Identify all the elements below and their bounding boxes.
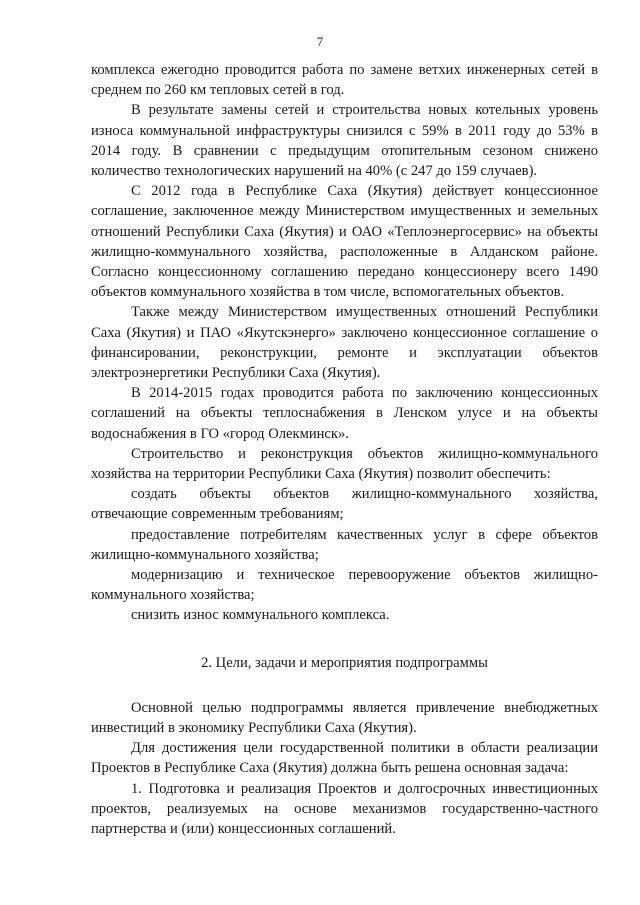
document-body — [91, 60, 598, 839]
paragraph-list-item-services: предоставление потребителям качественных услуг в сфере объектов жилищно-коммунального хозяйства; — [91, 526, 598, 563]
paragraph-continuation: комплекса ежегодно проводится работа по замене ветхих инженерных сетей в среднем по 260 км тепловых сетей в год. — [91, 62, 598, 99]
paragraph-list-item-create: создать объекты объектов жилищно-коммунального хозяйства, отвечающие современным требованиям; — [91, 486, 598, 523]
paragraph-concession-yakutskenergo: Также между Министерством имущественных отношений Республики Саха (Якутия) и ПАО «Якутскэнерго» заключено концессионное соглашение о финансировании, реконструкции, ремонте и эксплуатации объектов электроэнергетики Республики Саха (Якутия). — [91, 304, 598, 382]
paragraph-concession-aldan: С 2012 года в Республике Саха (Якутия) действует концессионное соглашение, заключенное между Министерством имущественных и земельных отношений Республики Саха (Якутия) и ОАО «Теплоэнергосервис» на объекты жилищно-коммунального хозяйства, расположенные в Алданском районе. Согласно концессионному соглашению передано концессионеру всего 1490 объектов коммунального хозяйства в том числе, вспомогательных объектов. — [91, 183, 598, 301]
paragraph-main-goal: Основной целью подпрограммы является привлечение внебюджетных инвестиций в экономику Республики Саха (Якутия). — [91, 699, 598, 736]
paragraph-infrastructure-wear: В результате замены сетей и строительства новых котельных уровень износа коммунальной инфраструктуры снизился с 59% в 2011 году до 53% в 2014 году. В сравнении с предыдущим отопительным сезоном снижено количество технологических нарушений на 40% (с 247 до 159 случаев). — [91, 102, 598, 180]
paragraph-construction-intro: Строительство и реконструкция объектов жилищно-коммунального хозяйства на территории Республики Саха (Якутия) позволит обеспечить: — [91, 445, 598, 483]
paragraph-list-item-modernization: модернизацию и техническое перевооружение объектов жилищно-коммунального хозяйства; — [91, 567, 598, 604]
paragraph-list-item-reduce-wear: снизить износ коммунального комплекса. — [131, 607, 390, 624]
section-heading: 2. Цели, задачи и мероприятия подпрограммы — [201, 654, 488, 671]
page-number: 7 — [316, 34, 324, 49]
paragraph-concession-2014-2015: В 2014-2015 годах проводится работа по заключению концессионных соглашений на объекты теплоснабжения в Ленском улусе и на объекты водоснабжения в ГО «город Олекминск». — [91, 385, 598, 442]
paragraph-task-1: 1. Подготовка и реализация Проектов и долгосрочных инвестиционных проектов, реализуемых на основе механизмов государственно-частного партнерства и (или) концессионных соглашений. — [91, 780, 598, 837]
paragraph-main-task-intro: Для достижения цели государственной политики в области реализации Проектов в Республике Саха (Якутия) должна быть решена основная задача: — [91, 740, 598, 777]
